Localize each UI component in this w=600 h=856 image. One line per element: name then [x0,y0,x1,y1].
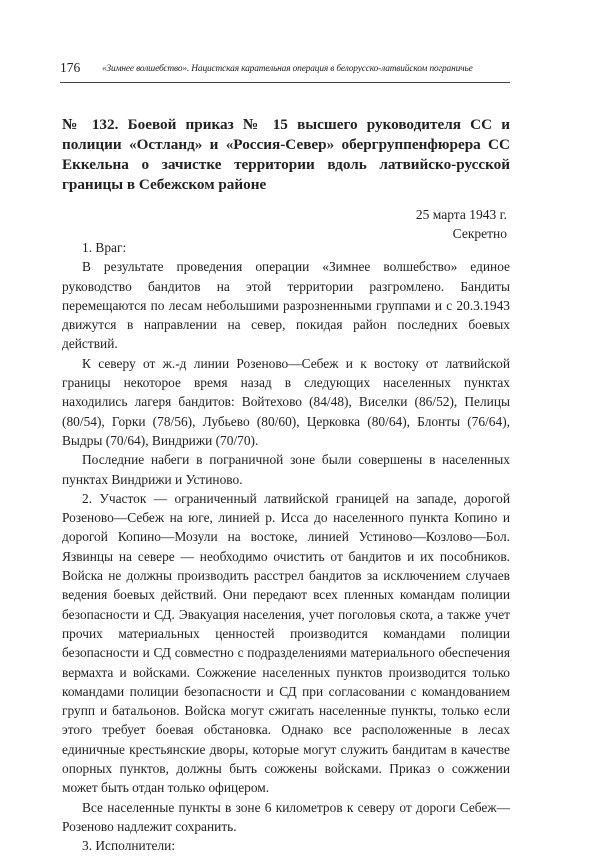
paragraph: В результате проведения операции «Зимнее волшебство» единое руководство бандитов на этой территории разгромлено. Бандиты перемещаются по лесам небольшими разрозненными группами и с 20.3.1943 движутся в направлении на север, покидая район последних боевых действий. [62,259,510,352]
classification-label: Секретно [452,226,507,241]
document-heading: № 132. Боевой приказ № 15 высшего руководителя СС и полиции «Остланд» и «Россия-Север» обергруппенфюрера СС Еккельна о зачистке территории вдоль латвийско-русской границы в Себежском районе [62,116,510,193]
running-head [60,60,510,80]
paragraph: Последние набеги в пограничной зоне были совершены в населенных пунктах Виндрижи и Устиново. [62,452,510,487]
paragraph: К северу от ж.-д линии Розеново—Себеж и к востоку от латвийской границы некоторое время назад в следующих населенных пунктах находились лагеря бандитов: Войтехово (84/48), Виселки (86/52), Пелицы (80/54), Горки (78/56), Лубьево (80/60), Церковка (80/64), Блонты (76/64), Выдры (70/64), Виндрижи (70/70). [62,355,510,448]
running-title: «Зимнее волшебство». Нацистская карательная операция в белорусско-латвийском пограничье [102,64,473,74]
section-executors-heading: 3. Исполнители: [82,838,176,854]
paragraph: Все населенные пункты в зоне 6 километров к северу от дороги Себеж—Розеново надлежит сохранить. [62,799,510,834]
paragraph: 2. Участок — ограниченный латвийской границей на западе, дорогой Розеново—Себеж на юге, линией р. Исса до населенного пункта Копино и дорогой Копино—Мозули на востоке, линией Устиново—Козлово—Бол. Язвинцы на севере — необходимо очистить от бандитов и их пособников. Войска не должны производить расстрел бандитов за исключением случаев ведения боевых действий. Они передают всех пленных командам полиции безопасности и СД. Эвакуация населения, учет поголовья скота, а также учет прочих материальных ценностей производится командами полиции безопасности и СД совместно с подразделениями материального обеспечения вермахта и войсками. Сожжение населенных пунктов производится только командами полиции безопасности и СД при согласовании с командованием групп и батальонов. Войска могут сжигать населенные пункты, только если этого требует боевая обстановка. Однако все расположенные в лесах единичные крестьянские дворы, которые могут служить бандитам в качестве опорных пунктов, должны быть сожжены войсками. Приказ о сожжении может быть отдан только офицером. [62,490,510,796]
header-rule [60,82,510,83]
page-number: 176 [60,60,81,75]
section-enemy-heading: 1. Враг: [82,240,127,255]
document-body [62,238,510,856]
document-date: 25 марта 1943 г. [415,207,507,222]
